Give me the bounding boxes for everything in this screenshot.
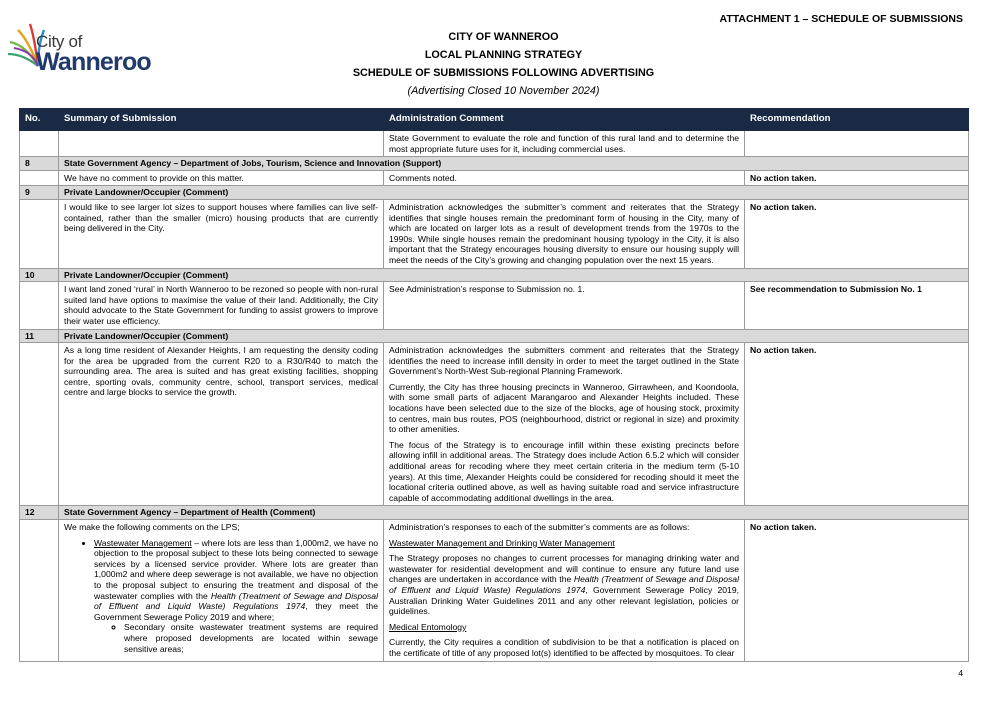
submission-group-row [20, 506, 969, 520]
col-header-recommendation: Recommendation [745, 109, 969, 131]
comment-paragraph: The Strategy proposes no changes to current processes for managing drinking water and wastewater for residential development and will continue to ensure any future land use changes are undertaken in accordance with the Health (Treatment of Sewage and Disposal of Effluent and Liquid Waste) Regulations 1974, Government Sewerage Policy 2019, Australian Drinking Water Guidelines 2011 and any other relevant legislation, policies or guidelines. [389, 553, 739, 617]
table-row [20, 131, 969, 157]
heading-line-3: SCHEDULE OF SUBMISSIONS FOLLOWING ADVERTISING [352, 67, 655, 79]
recommendation-cell: No action taken. [745, 520, 969, 662]
comment-subheading: Medical Entomology [389, 621, 467, 632]
table-row [20, 343, 969, 506]
submission-group-title: Private Landowner/Occupier (Comment) [59, 186, 969, 200]
heading-line-1: CITY OF WANNEROO [448, 31, 559, 43]
submission-number: 10 [20, 268, 59, 282]
submission-number: 12 [20, 506, 59, 520]
submission-group-row [20, 157, 969, 171]
summary-cell [59, 520, 384, 662]
logo-text-city-of: City of [36, 32, 83, 51]
submission-group-title: Private Landowner/Occupier (Comment) [59, 329, 969, 343]
comment-paragraph: Currently, the City has three housing precincts in Wanneroo, Girrawheen, and Koondoola, with some small parts of adjacent Marangaroo and Alexander Heights included. These locations have been selected due to the size of the blocks, age of housing stock, proximity to centres, main bus routes, POS (neighbourhood, district or regional in size) and proximity to other amenities. [389, 381, 739, 435]
list-item: ◦ Secondary onsite wastewater treatment systems are required where proposed developments are located within sewage sensitive areas; [124, 622, 378, 654]
summary-cell: We have no comment to provide on this matter. [59, 170, 384, 186]
summary-cell: I want land zoned ‘rural’ in North Wanneroo to be rezoned so people with non-rural suited land have options to maximise the value of their land. Additionally, the City should advocate to the State Government for funding to assist growers to improve their water use efficiency. [59, 282, 384, 329]
comment-cell: Comments noted. [384, 170, 745, 186]
col-header-summary: Summary of Submission [59, 109, 384, 131]
heading-line-4: (Advertising Closed 10 November 2024) [407, 85, 600, 97]
submission-number: 8 [20, 157, 59, 171]
comment-paragraph: Administration acknowledges the submitters comment and reiterates that the Strategy identifies the need to increase infill density in order to meet the target outlined in the State Government’s North-West Sub-regional Planning Framework. [389, 345, 739, 377]
submission-group-row [20, 186, 969, 200]
table-row [20, 170, 969, 186]
comment-cell [384, 343, 745, 506]
attachment-title: ATTACHMENT 1 – SCHEDULE OF SUBMISSIONS [719, 13, 963, 25]
comment-paragraph: Currently, the City requires a condition of subdivision to be that a notification is placed on the certificate of title of any proposed lot(s) identified to be affected by mosquitoes. To clear [389, 637, 739, 658]
summary-cell: As a long time resident of Alexander Heights, I am requesting the density coding for the area be upgraded from the current R20 to a R30/R40 to match the surrounding area. The area is suited and has great existing facilities, shopping centre, sporting ovals, community centre, school, transport services, medical centre and large blocks to service the growth. [59, 343, 384, 506]
comment-paragraph: Administration’s responses to each of the submitter’s comments are as follows: [389, 522, 690, 532]
col-header-comment: Administration Comment [384, 109, 745, 131]
submission-group-row [20, 268, 969, 282]
recommendation-cell: No action taken. [745, 170, 969, 186]
summary-bullet-list [64, 538, 378, 655]
table-row [20, 282, 969, 329]
submission-group-title: Private Landowner/Occupier (Comment) [59, 268, 969, 282]
submission-group-title: State Government Agency – Department of Jobs, Tourism, Science and Innovation (Support) [59, 157, 969, 171]
heading-line-2: LOCAL PLANNING STRATEGY [424, 49, 583, 61]
comment-cell: Administration acknowledges the submitter’s comment and reiterates that the Strategy identifies that single houses remain the predominant form of housing in the City, many of which are located on larger lots as a result of development trends from the 1970s to the 1990s. While single houses remain the predominant housing typology in the City, it is also important that the Strategy encourages housing diversity to ensure our housing supply will meet the needs of the City’s growing and changing population over the next 15 years. [384, 199, 745, 268]
summary-intro: We make the following comments on the LPS; [64, 522, 240, 532]
table-header-row [20, 109, 969, 131]
comment-cell: State Government to evaluate the role and function of this rural land and to determine the most appropriate future uses for it, including commercial uses. [384, 131, 745, 157]
sub-bullet-list [94, 622, 378, 654]
submission-group-title: State Government Agency – Department of Health (Comment) [59, 506, 969, 520]
summary-cell: I would like to see larger lot sizes to support houses where families can live self-contained, rather than the smaller (micro) housing products that are currently being delivered in the City. [59, 199, 384, 268]
submission-number: 9 [20, 186, 59, 200]
recommendation-cell: No action taken. [745, 199, 969, 268]
comment-cell [384, 520, 745, 662]
table-row [20, 520, 969, 662]
bullet-title: Wastewater Management [94, 537, 192, 548]
submission-number: 11 [20, 329, 59, 343]
recommendation-cell: No action taken. [745, 343, 969, 506]
document-heading [0, 28, 1007, 100]
comment-cell: See Administration’s response to Submission no. 1. [384, 282, 745, 329]
comment-subheading: Wastewater Management and Drinking Water Management [389, 537, 615, 548]
logo-text-wanneroo: Wanneroo [36, 48, 151, 76]
list-item: • Wastewater Management – where lots are less than 1,000m2, we have no objection to the proposal subject to these lots being connected to sewage services by a licensed service provider. Where lots are greater than 1,000m2 and where deep sewerage is not available, we have no objection to the proposal subject to ensuring the treatment and disposal of the wastewater complies with the Health (Treatment of Sewage and Disposal of Effluent and Liquid Waste) Regulations 1974, they meet the Government Sewerage Policy 2019 and where; ◦ Secondary onsite wastewater treatment systems are required where proposed developments are located within sewage sensitive areas; [94, 538, 378, 655]
submission-group-row [20, 329, 969, 343]
submissions-table [19, 108, 969, 662]
comment-paragraph: The focus of the Strategy is to encourage infill within these existing precincts before allowing infill in additional areas. The Strategy does include Action 6.5.2 which will consider additional areas for recoding where they meet certain criteria in the medium term (5-10 years). At this time, Alexander Heights could be considered for recoding should it meet the locational criteria outlined above, as well as having suitable road and service infrastructure capable of accommodating additional dwellings in the area. [389, 439, 739, 503]
recommendation-cell: See recommendation to Submission No. 1 [745, 282, 969, 329]
col-header-no: No. [20, 109, 59, 131]
page-number: 4 [958, 668, 963, 678]
table-row [20, 199, 969, 268]
